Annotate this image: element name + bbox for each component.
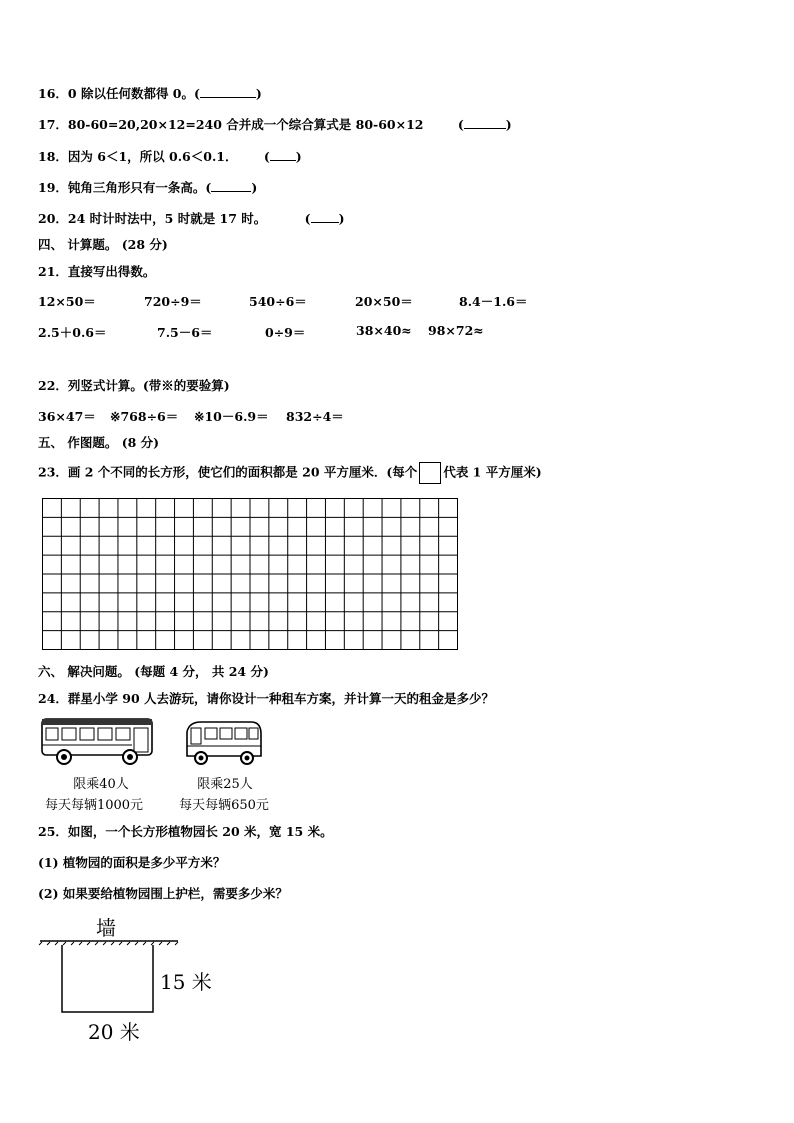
question-20 bbox=[38, 209, 345, 227]
question-22-title: 22．列竖式计算。(带※的要验算) bbox=[38, 378, 230, 393]
question-17-close: ) bbox=[505, 117, 512, 132]
question-16-close: ) bbox=[255, 86, 262, 101]
answer-blank-20[interactable] bbox=[311, 210, 339, 223]
calc-item: 38×40≈ bbox=[356, 323, 412, 338]
wall-label: 墙 bbox=[96, 916, 116, 940]
question-23-text: 23．画 2 个不同的长方形，使它们的面积都是 20 平方厘米．(每个 bbox=[38, 464, 418, 480]
garden-diagram bbox=[36, 912, 236, 1052]
answer-blank-16[interactable] bbox=[200, 85, 256, 98]
question-18-text: 18．因为 6＜1，所以 0.6＜0.1． bbox=[38, 149, 238, 164]
small-bus-icon bbox=[183, 718, 265, 768]
question-17-text: 17．80-60=20,20×12=240 合并成一个综合算式是 80-60×12 bbox=[38, 117, 424, 132]
unit-square-icon bbox=[419, 462, 441, 484]
calc-item: 7.5－6＝ bbox=[157, 325, 213, 340]
question-23-text-end: 代表 1 平方厘米) bbox=[443, 464, 542, 480]
vertical-calc-item: 832÷4＝ bbox=[286, 409, 344, 424]
question-25-part-1: (1) 植物园的面积是多少平方米？ bbox=[38, 855, 226, 870]
calc-item: 720÷9＝ bbox=[144, 294, 202, 309]
large-bus-price: 每天每辆1000元 bbox=[44, 798, 144, 813]
question-18-open: ( bbox=[263, 149, 270, 164]
vertical-calc-item: ※768÷6＝ bbox=[110, 409, 179, 424]
vertical-calc-item: ※10－6.9＝ bbox=[194, 409, 269, 424]
calc-item: 0÷9＝ bbox=[265, 325, 306, 340]
question-19-text: 19．钝角三角形只有一条高。( bbox=[38, 180, 212, 195]
calc-item: 20×50＝ bbox=[355, 294, 413, 309]
small-bus-price: 每天每辆650元 bbox=[179, 798, 269, 813]
question-16-text: 16．0 除以任何数都得 0。( bbox=[38, 86, 200, 101]
answer-blank-18[interactable] bbox=[270, 148, 296, 161]
vertical-calc-item: 36×47＝ bbox=[38, 409, 96, 424]
answer-blank-17[interactable] bbox=[464, 116, 506, 129]
question-20-text: 20．24 时计时法中，5 时就是 17 时。 bbox=[38, 211, 267, 226]
large-bus-illustration bbox=[40, 715, 156, 767]
grid-lines bbox=[42, 498, 458, 650]
question-18 bbox=[38, 147, 302, 165]
question-19 bbox=[38, 178, 257, 196]
question-17-open: ( bbox=[457, 117, 464, 132]
question-24-title: 24．群星小学 90 人去游玩，请你设计一种租车方案，并计算一天的租金是多少？ bbox=[38, 691, 494, 706]
section-heading-6: 六、 解决问题。 (每题 4 分， 共 24 分) bbox=[38, 664, 269, 679]
question-20-close: ) bbox=[338, 211, 345, 226]
large-bus-capacity: 限乘40人 bbox=[73, 777, 129, 792]
question-17 bbox=[38, 115, 512, 133]
calc-item: 2.5＋0.6＝ bbox=[38, 325, 107, 340]
question-21-title: 21．直接写出得数。 bbox=[38, 264, 156, 279]
calc-item: 12×50＝ bbox=[38, 294, 96, 309]
question-19-close: ) bbox=[251, 180, 258, 195]
question-16 bbox=[38, 84, 262, 102]
width-label: 15 米 bbox=[160, 970, 212, 994]
question-25-part-2: (2) 如果要给植物园围上护栏，需要多少米？ bbox=[38, 886, 288, 901]
calc-item: 98×72≈ bbox=[428, 323, 484, 338]
question-18-close: ) bbox=[295, 149, 302, 164]
section-heading-5: 五、 作图题。 (8 分) bbox=[38, 435, 160, 450]
small-bus-illustration bbox=[183, 718, 265, 768]
answer-blank-19[interactable] bbox=[211, 179, 251, 192]
section-heading-4: 四、 计算题。 (28 分) bbox=[38, 237, 168, 252]
calc-item: 540÷6＝ bbox=[249, 294, 307, 309]
large-bus-icon bbox=[40, 715, 156, 767]
length-label: 20 米 bbox=[88, 1020, 140, 1044]
drawing-grid[interactable] bbox=[42, 498, 458, 650]
question-20-open: ( bbox=[304, 211, 311, 226]
calc-item: 8.4－1.6＝ bbox=[459, 294, 528, 309]
question-25-title: 25．如图，一个长方形植物园长 20 米，宽 15 米。 bbox=[38, 824, 333, 839]
small-bus-capacity: 限乘25人 bbox=[197, 777, 253, 792]
question-23 bbox=[38, 462, 542, 484]
